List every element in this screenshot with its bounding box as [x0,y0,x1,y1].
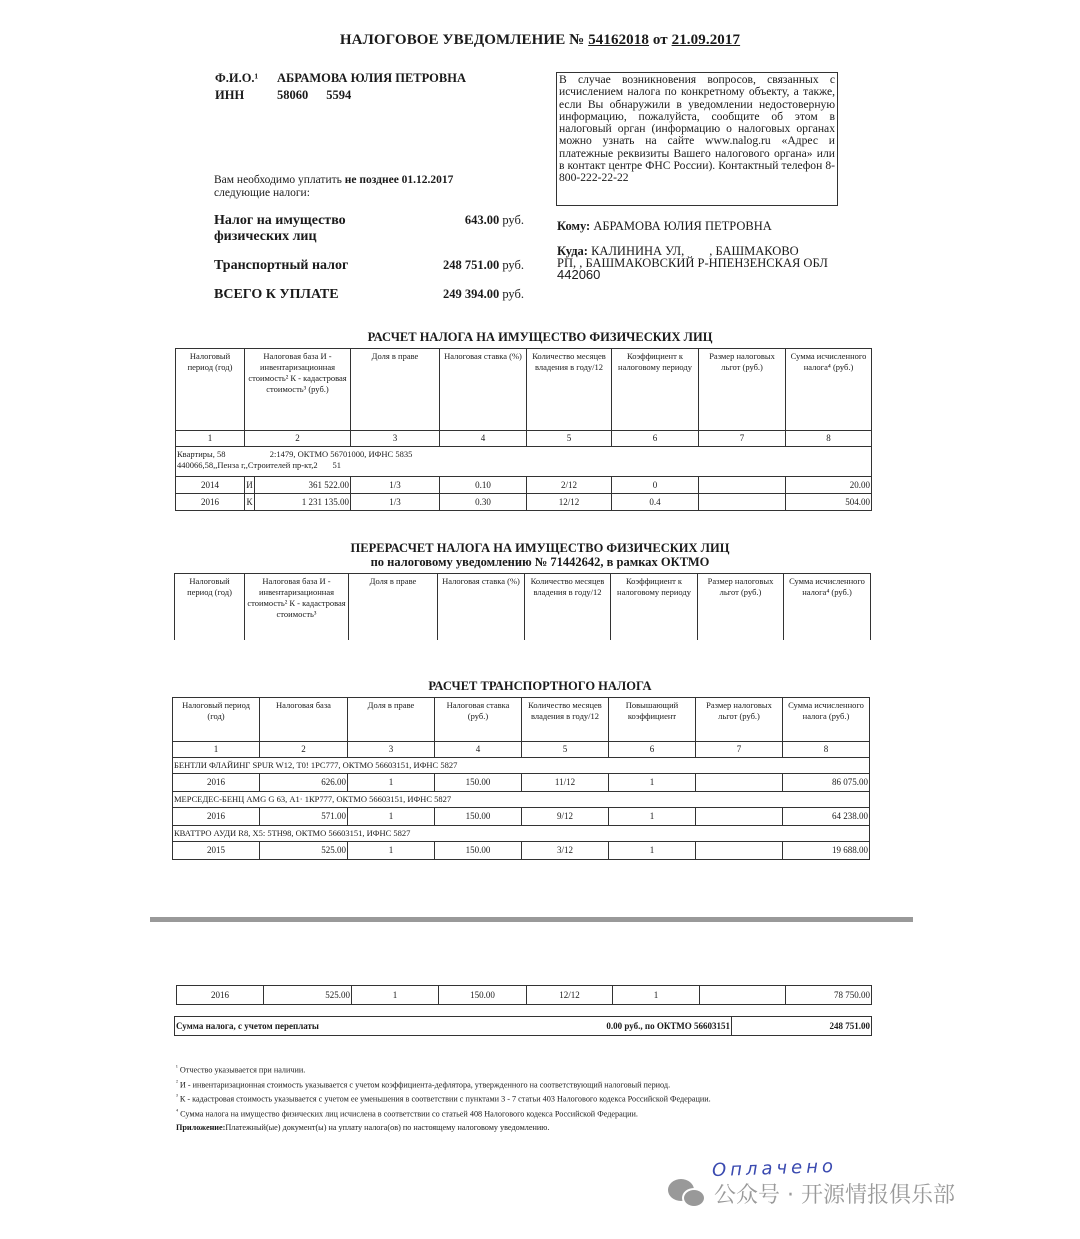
recipient-address: Куда: КАЛИНИНА УЛ, , БАШМАКОВО РП, , БАШМАКОВСКИЙ Р-НПЕНЗЕНСКАЯ ОБЛ 442060 [557,244,828,282]
notice-number: 54162018 [588,32,649,48]
column-number-row: 1 2 3 4 5 6 7 8 [176,431,872,447]
recalc-tax-table [174,573,871,640]
notice-date: 21.09.2017 [671,32,741,48]
table-row: 2016 К 1 231 135.00 1/3 0.30 12/12 0.4 504.00 [176,494,872,511]
tax-row-total: ВСЕГО К УПЛАТЕ 249 394.00 руб. [214,287,524,302]
wechat-icon [668,1179,708,1209]
transport-tax-table [172,697,870,860]
property-tax-table [175,348,872,511]
header-row: Налоговый период (год) Налоговая база И - инвентаризационная стоимость² К - кадастровая стоимость³ (руб.) Доля в праве Налоговая ставка (%) Количество месяцев владения в году/12 Коэффициент к налоговому периоду Размер налоговых льгот (руб.) Сумма исчисленного налога⁴ (руб.) [176,349,872,431]
watermark [668,1178,955,1209]
fio-value: АБРАМОВА ЮЛИЯ ПЕТРОВНА [277,71,466,85]
footnote: $^{^1}$ Отчество указывается при наличии. [176,1065,306,1075]
vehicle-row: КВАТТРО АУДИ R8, Х5: 5ТН98, ОКТМО 56603151, ИФНС 5827 [173,826,870,842]
vehicle-row: МЕРСЕДЕС-БЕНЦ AMG G 63, А1· 1КР777, ОКТМО 56603151, ИФНС 5827 [173,792,870,808]
notice-title: НАЛОГОВОЕ УВЕДОМЛЕНИЕ № 54162018 от 21.09.2017 [339,32,741,48]
table-row: 2015 525.00 1 150.00 3/12 1 19 688.00 [173,842,870,860]
info-box: В случае возникновения вопросов, связанных с исчислением налога по конкретному объекту, а также, если Вы обнаружили в уведомлении недостоверную информацию, пожалуйста, сообщите об этом в налоговый орган (информацию о налоговых органах можно узнать на сайте www.nalog.ru «Адрес и платежные реквизиты Вашего налогового органа» или в контакт центре ФНС России). Контактный телефон 8-800-222-22-22 [556,72,838,206]
due-date: не позднее 01.12.2017 [344,174,454,186]
appendix: Приложение:Платежный(ые) документ(ы) на уплату налога(ов) по настоящему налоговому уведомлению. [176,1122,550,1132]
table-row: 2014 И 361 522.00 1/3 0.10 2/12 0 20.00 [176,477,872,494]
footnotes [176,1062,711,1134]
transport-total-table [174,1016,872,1036]
fio-label: Ф.И.О.¹ [215,71,259,85]
header-row: Налоговый период (год) Налоговая база Доля в праве Налоговая ставка (руб.) Количество месяцев владения в году/12 Повышающий коэффициент Размер налоговых льгот (руб.) Сумма исчисленного налога (руб.) [173,698,870,742]
total-row [175,1017,872,1036]
table-row: 2016 525.00 1 150.00 12/12 1 78 750.00 [177,986,872,1005]
property-object-row: Квартиры, 58 2:1479, ОКТМО 56701000, ИФНС 5835 440066,58,,Пенза г,,Строителей пр-кт,2 51 [176,447,872,477]
inn-part1: 58060 [277,88,309,102]
total-label: Сумма налога, с учетом переплаты [175,1017,375,1036]
watermark-text: 公众号 · 开源情报俱乐部 [714,1183,955,1208]
recalc-section-title: ПЕРЕРАСЧЕТ НАЛОГА НА ИМУЩЕСТВО ФИЗИЧЕСКИХ ЛИЦ по налоговому уведомлению № 71442642, в рамках ОКТМО [350,541,730,569]
transport-section-title: РАСЧЕТ ТРАНСПОРТНОГО НАЛОГА [428,679,652,693]
footnote: $^{^4}$ Сумма налога на имущество физических лиц исчислена в соответствии со статьей 408 Налогового кодекса Российской Федерации. [176,1109,638,1119]
table-row: 2016 571.00 1 150.00 9/12 1 64 238.00 [173,808,870,826]
transport-continued-table [176,985,872,1005]
tax-row-property: Налог на имущество физических лиц 643.00 руб. [214,213,524,244]
total-value: 248 751.00 [732,1017,872,1036]
vehicle-row: БЕНТЛИ ФЛАЙИНГ SPUR W12, Т0! 1РС777, ОКТМО 56603151, ИФНС 5827 [173,758,870,774]
recipient-to: Кому: АБРАМОВА ЮЛИЯ ПЕТРОВНА [557,219,772,233]
header-row: Налоговый период (год) Налоговая база И - инвентаризационная стоимость² К - кадастровая стоимость³ Доля в праве Налоговая ставка (%) Количество месяцев владения в году/12 Коэффициент к налоговому периоду Размер налоговых льгот (руб.) Сумма исчисленного налога⁴ (руб.) [175,574,871,640]
column-number-row: 1 2 3 4 5 6 7 8 [173,742,870,758]
inn-part2: 5594 [326,88,352,102]
property-section-title: РАСЧЕТ НАЛОГА НА ИМУЩЕСТВО ФИЗИЧЕСКИХ ЛИЦ [367,330,713,344]
page-break-divider [150,917,913,922]
inn-label: ИНН [215,88,245,102]
total-overpay: 0.00 руб., по ОКТМО 56603151 [375,1017,732,1036]
tax-row-transport: Транспортный налог 248 751.00 руб. [214,258,524,273]
postal-code: 442060 [557,267,601,282]
footnote: $^{^3}$ К - кадастровая стоимость указывается с учетом ее уменьшения в соответствии с пунктами 3 - 7 статьи 403 Налогового кодекса Российской Федерации. [176,1094,711,1105]
table-row: 2016 626.00 1 150.00 11/12 1 86 075.00 [173,774,870,792]
payment-intro: Вам необходимо уплатить не позднее 01.12.2017 следующие налоги: [214,174,454,199]
handwritten-paid-note: Оплачено [711,1155,838,1182]
footnote: $^{^2}$ И - инвентаризационная стоимость указывается с учетом коэффициента-дефлятора, утвержденного на соответствующий налоговый период. [176,1079,671,1090]
taxpayer-block [215,70,466,104]
